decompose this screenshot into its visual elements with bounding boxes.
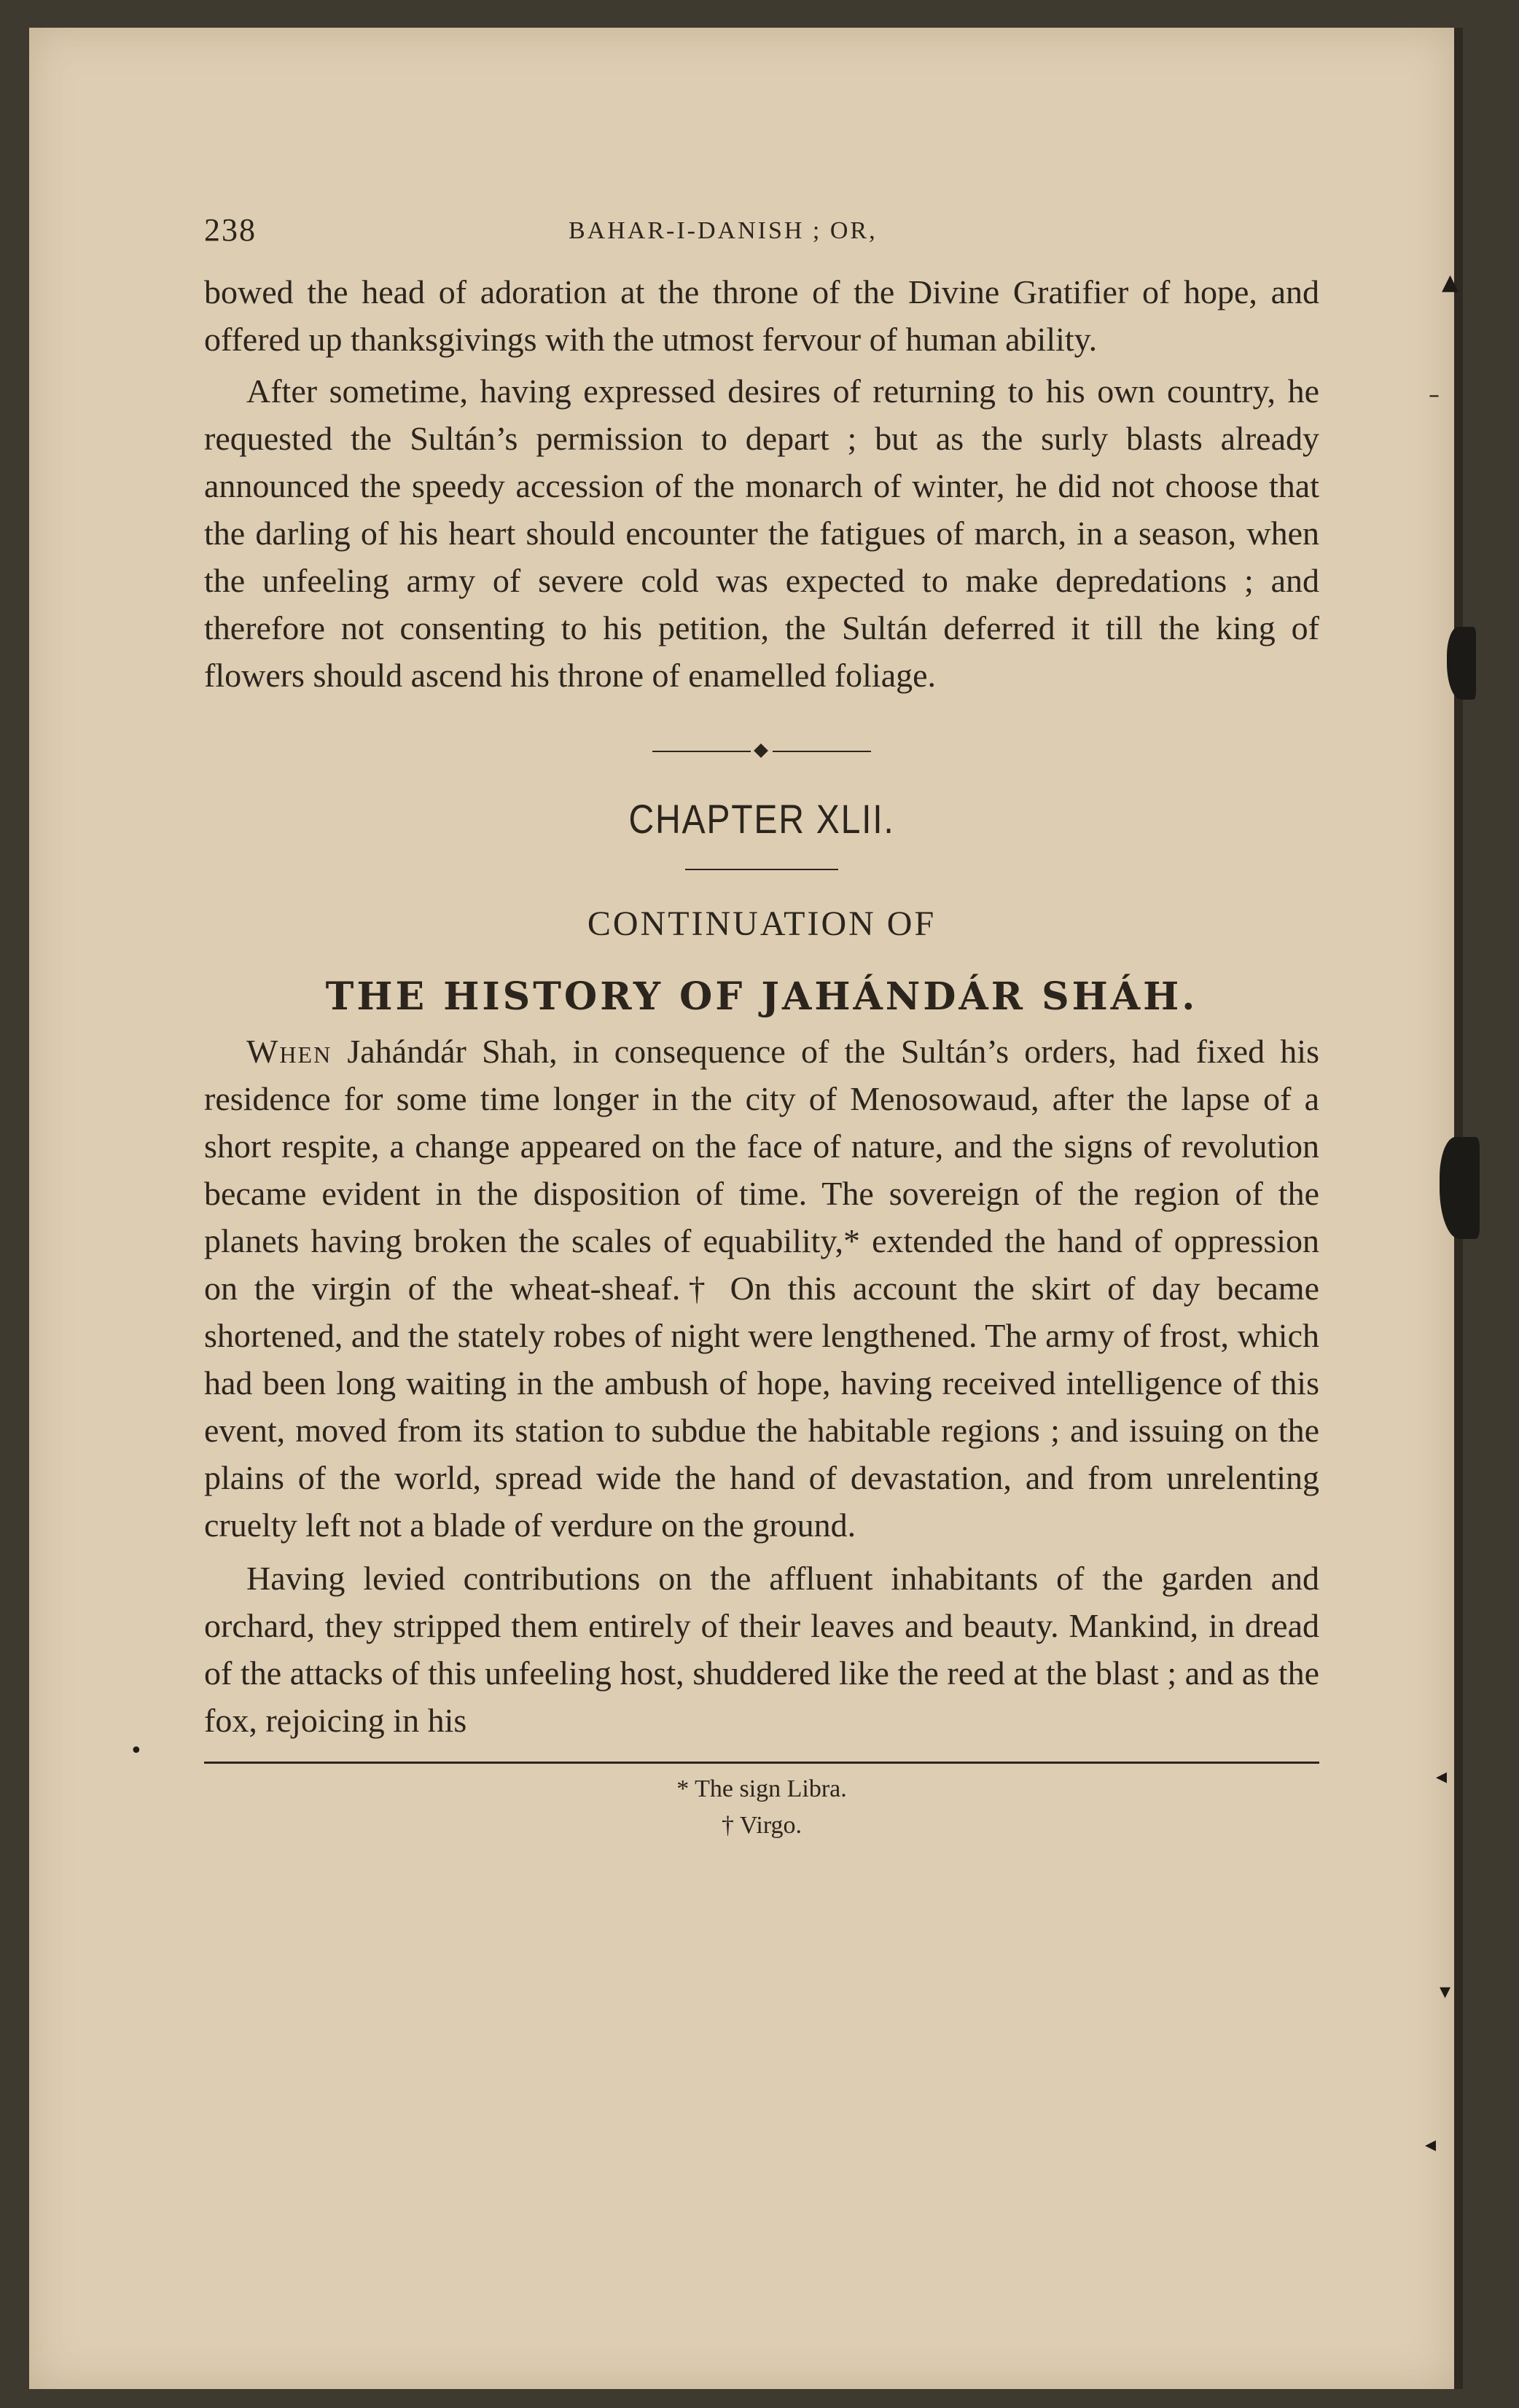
footnote-libra: * The sign Libra. [676,1775,847,1802]
margin-mark-4: ▾ [1440,1979,1451,2004]
opening-text: Jahándár Shah, in consequence of the Sultán’s orders, had fixed his residence for some time longer in the city of Menosowaud, after the lapse of a short respite, a change appeared on the face of nature, and the signs of revolution became evident in the disposition of time. The sovereign of the region of the planets having broken the scales of equability,* extended the hand of oppression on the virgin of the wheat-sheaf.† On this account the skirt of day became shortened, and the stately robes of night were lengthened. The army of frost, which had been long waiting in the ambush of hope, having received intelligence of this event, moved from its station to subdue the habitable regions ; and issuing on the plains of the world, spread wide the hand of devastation, and from unrelenting cruelty left not a blade of verdure on the ground. [204,1033,1319,1544]
opening-word: When [246,1033,332,1070]
chapter-rule [685,869,838,870]
chapter-subheading: CONTINUATION OF [587,904,937,943]
page-text [204,211,1319,1844]
margin-mark-3: ◂ [1436,1764,1448,1789]
paragraph-chapter-opening [204,1028,1319,1549]
footnote-rule [204,1762,1319,1764]
footnote-virgo: † Virgo. [721,1812,803,1839]
margin-mark-1: ▲ [1442,270,1459,295]
paragraph-departure: After sometime, having expressed desires of returning to his own country, he requested the Sultán’s permission to depart ; but as the surly blasts already announced the speedy accession of the monarch of winter, he did not choose that the darling of his heart should encounter the fatigues of march, in a season, when the unfeeling army of severe cold was expected to make depredations ; and therefore not consenting to his petition, the Sultán deferred it till the king of flowers should ascend his throne of enamelled foliage. [204,372,1319,694]
paragraph-contributions: Having levied contributions on the affluent inhabitants of the garden and orchard, they stripped them entirely of their leaves and beauty. Mankind, in dread of the attacks of this unfeeling host, shuddered like the reed at the blast ; and as the fox, rejoicing in his [204,1560,1319,1739]
edge-tear-1 [1447,627,1476,700]
margin-mark-5: ◂ [1425,2132,1437,2157]
margin-mark-2: – [1429,383,1440,408]
margin-dot: • [130,1738,143,1764]
ornament-divider [652,744,871,759]
page-number: 238 [204,212,257,248]
chapter-heading: CHAPTER XLII. [628,796,895,842]
running-head [204,211,1319,255]
edge-tear-2 [1440,1137,1480,1239]
chapter-title: THE HISTORY OF JAHÁNDÁR SHÁH. [325,974,1198,1019]
running-title: BAHAR-I-DANISH ; OR, [569,217,878,244]
paragraph-continued: bowed the head of adoration at the throne of the Divine Gratifier of hope, and offered up thanksgivings with the utmost fervour of human ability. [204,273,1319,358]
